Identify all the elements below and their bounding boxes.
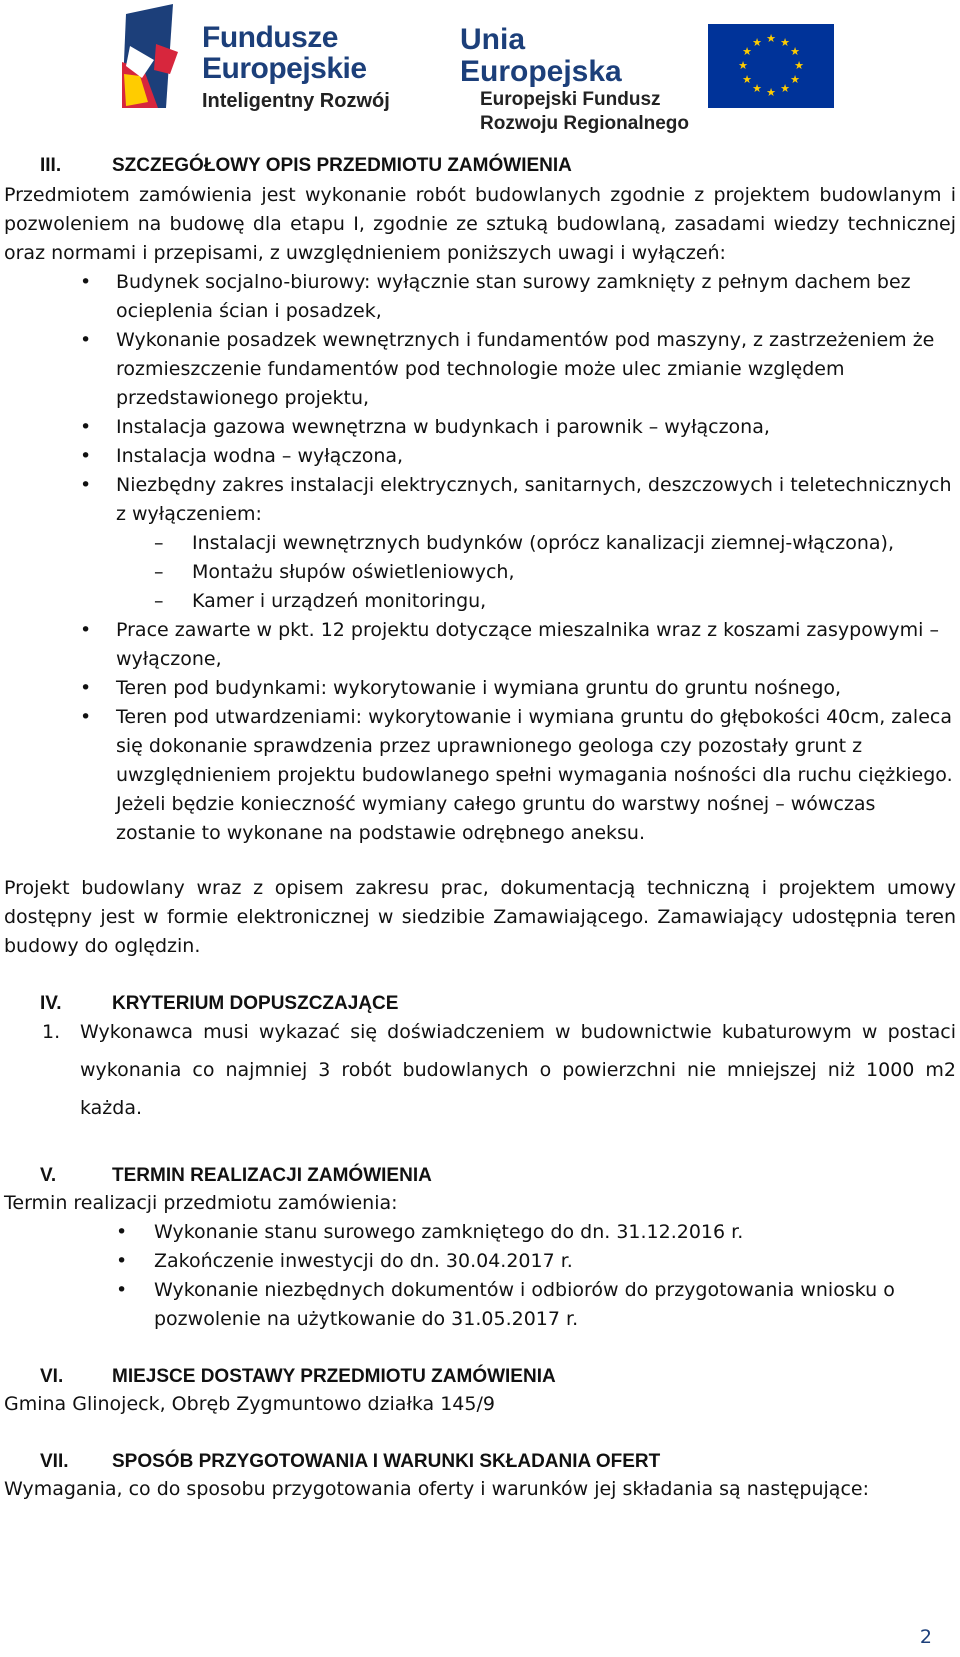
unia-europejska-text [460, 23, 690, 134]
list-item: • Wykonanie niezbędnych dokumentów i odbiorów do przygotowania wniosku o pozwolenie na użytkowanie do 31.05.2017 r. [116, 1279, 895, 1330]
list-item: • Instalacja wodna – wyłączona, [80, 445, 404, 467]
svg-text:★: ★ [766, 86, 776, 99]
fe-line1: Fundusze [202, 21, 338, 54]
eu-flag-icon [708, 24, 834, 108]
list-item: • Zakończenie inwestycji do dn. 30.04.2017 r. [116, 1250, 573, 1272]
svg-text:★: ★ [752, 82, 762, 95]
fe-text [202, 22, 390, 114]
list-item: • Budynek socjalno-biurowy: wyłącznie stan surowy zamknięty z pełnym dachem bez ocieplenia ścian i posadzek, [80, 271, 911, 322]
bullet-list [4, 1218, 956, 1334]
header [0, 0, 960, 134]
section-title: SZCZEGÓŁOWY OPIS PRZEDMIOTU ZAMÓWIENIA [112, 155, 572, 176]
section-number: VII. [40, 1451, 69, 1472]
list-item: • Instalacja gazowa wewnętrzna w budynkach i parownik – wyłączona, [80, 416, 770, 438]
section-text: Gmina Glinojeck, Obręb Zygmuntowo działka 145/9 [4, 1393, 495, 1415]
list-item: • Wykonanie posadzek wewnętrznych i fundamentów pod maszyny, z zastrzeżeniem że rozmieszczenie fundamentów pod technologie może ulec zmianie względem przedstawionego projektu, [80, 329, 935, 409]
document-body [4, 153, 956, 1504]
ue-title: Unia Europejska [460, 23, 622, 88]
list-item: – Kamer i urządzeń monitoringu, [154, 590, 487, 612]
dash-list [4, 529, 956, 616]
svg-text:★: ★ [790, 73, 800, 86]
list-item [4, 1013, 956, 1127]
fe-flag-icon [118, 4, 198, 114]
list-item: • Wykonanie stanu surowego zamkniętego do dn. 31.12.2016 r. [116, 1221, 744, 1243]
section-title: TERMIN REALIZACJI ZAMÓWIENIA [112, 1165, 432, 1186]
list-item: • Niezbędny zakres instalacji elektrycznych, sanitarnych, deszczowych i teletechnicznych z wyłączeniem: [80, 474, 952, 525]
list-item: • Teren pod budynkami: wykorytowanie i wymiana gruntu do gruntu nośnego, [80, 677, 842, 699]
svg-text:★: ★ [780, 82, 790, 95]
section-intro: Termin realizacji przedmiotu zamówienia: [4, 1192, 398, 1214]
svg-text:★: ★ [752, 36, 762, 49]
section-number: III. [40, 155, 62, 176]
section-title: MIEJSCE DOSTAWY PRZEDMIOTU ZAMÓWIENIA [112, 1366, 556, 1387]
fundusze-europejskie-logo [118, 4, 438, 120]
svg-text:★: ★ [794, 59, 804, 72]
svg-text:★: ★ [742, 73, 752, 86]
list-item: • Prace zawarte w pkt. 12 projektu dotyczące mieszalnika wraz z koszami zasypowymi – wyłączone, [80, 619, 939, 670]
list-item: – Montażu słupów oświetleniowych, [154, 561, 515, 583]
svg-text:★: ★ [790, 45, 800, 58]
svg-text:★: ★ [766, 32, 776, 45]
ue-sub1: Europejski Fundusz [480, 89, 661, 110]
section-heading-vii [4, 1449, 956, 1475]
section-text: Wymagania, co do sposobu przygotowania oferty i warunków jej składania są następujące: [4, 1478, 869, 1500]
svg-text:★: ★ [738, 59, 748, 72]
bullet-list [4, 616, 956, 848]
page-number: 2 [919, 1626, 932, 1648]
fe-line2: Europejskie [202, 52, 367, 85]
section-number: V. [40, 1165, 57, 1186]
section-number: IV. [40, 993, 62, 1014]
svg-text:★: ★ [780, 36, 790, 49]
svg-text:★: ★ [742, 45, 752, 58]
section-heading-iii [4, 153, 956, 179]
section-heading-v [4, 1163, 956, 1189]
list-item: – Instalacji wewnętrznych budynków (oprócz kanalizacji ziemnej-włączona), [154, 532, 894, 554]
bullet-list [4, 268, 956, 529]
section-closing: Projekt budowlany wraz z opisem zakresu prac, dokumentacją techniczną i projektem umowy dostępny jest w formie elektronicznej w siedzibie Zamawiającego. Zamawiający udostępnia teren budowy do oględzin. [4, 877, 956, 957]
section-heading-vi [4, 1364, 956, 1390]
item-text: Wykonawca musi wykazać się doświadczeniem w budownictwie kubaturowym w postaci wykonania co najmniej 3 robót budowlanych o powierzchni nie mniejszej niż 1000 m2 każda. [80, 1021, 956, 1119]
fe-line3: Inteligentny Rozwój [202, 90, 390, 112]
section-title: KRYTERIUM DOPUSZCZAJĄCE [112, 993, 399, 1014]
ue-sub2: Rozwoju Regionalnego [480, 113, 689, 134]
section-number: VI. [40, 1366, 64, 1387]
list-item: • Teren pod utwardzeniami: wykorytowanie i wymiana gruntu do głębokości 40cm, zaleca się dokonanie sprawdzenia przez uprawnionego geologa czy pozostały grunt z uwzględnieniem projektu budowlanego spełni wymagania nośności dla ruchu ciężkiego. Jeżeli będzie konieczność wymiany całego gruntu do warstwy nośnej – wówczas zostanie to wykonane na podstawie odrębnego aneksu. [80, 706, 953, 844]
item-number: 1. [42, 1021, 61, 1043]
section-intro: Przedmiotem zamówienia jest wykonanie robót budowlanych zgodnie z projektem budowlanym i pozwoleniem na budowę dla etapu I, zgodnie ze sztuką budowlaną, zasadami wiedzy technicznej oraz normami i przepisami, z uwzględnieniem poniższych uwagi i wyłączeń: [4, 184, 956, 264]
section-title: SPOSÓB PRZYGOTOWANIA I WARUNKI SKŁADANIA OFERT [112, 1451, 661, 1472]
